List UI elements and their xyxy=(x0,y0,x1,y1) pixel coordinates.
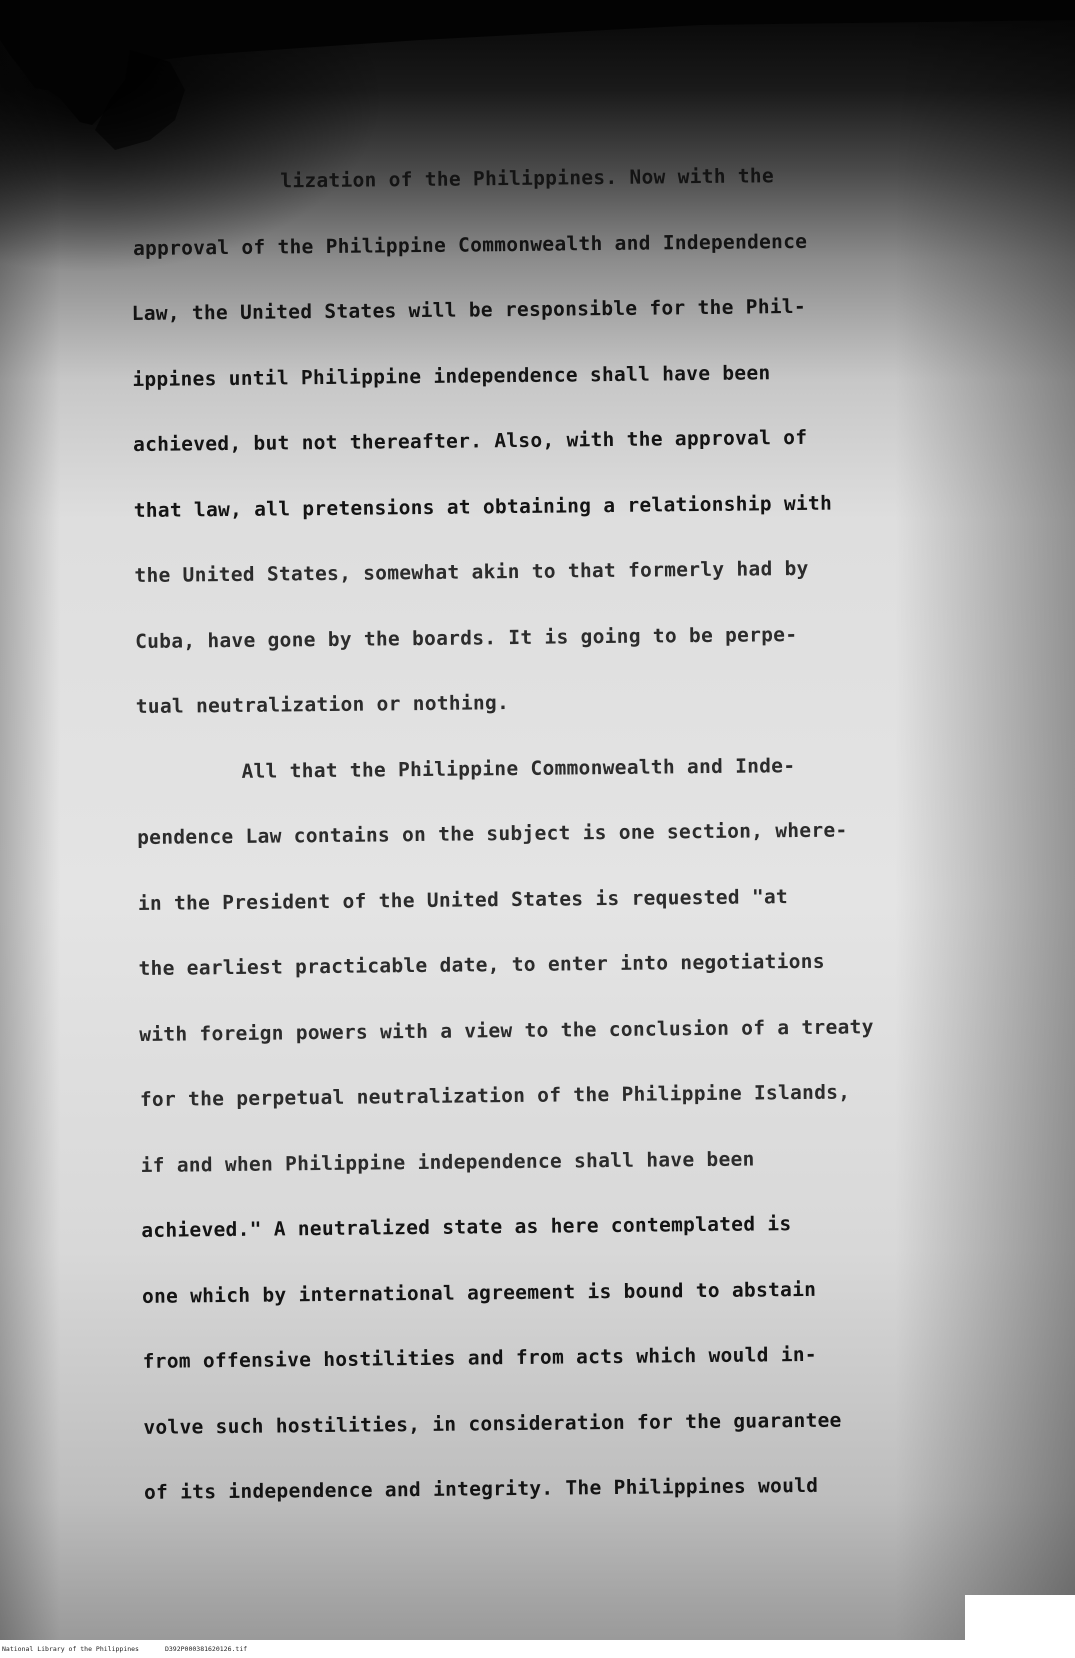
footer-file-id: D392P000381620126.tif xyxy=(164,1645,248,1653)
text-line: in the President of the United States is requested "at xyxy=(137,884,789,915)
text-line: ippines until Philippine independence shall have been xyxy=(132,360,771,391)
text-line: that law, all pretensions at obtaining a relationship with xyxy=(133,491,833,522)
text-line: Cuba, have gone by the boards. It is going to be perpe- xyxy=(135,622,798,653)
typed-text-body xyxy=(130,141,1024,1526)
text-line: for the perpetual neutralization of the Philippine Islands, xyxy=(139,1080,851,1111)
text-line: volve such hostilities, in consideration for the guarantee xyxy=(143,1408,842,1439)
text-line: from offensive hostilities and from acts which would in- xyxy=(142,1342,818,1373)
torn-page-edge xyxy=(0,0,1075,150)
text-line: achieved." A neutralized state as here contemplated is xyxy=(141,1212,792,1242)
text-line: Law, the United States will be responsible for the Phil- xyxy=(131,294,807,325)
text-line: of its independence and integrity. The Philippines would xyxy=(143,1473,819,1504)
text-line: achieved, but not thereafter. Also, with the approval of xyxy=(132,425,808,456)
text-line: lization of the Philippines. Now with the xyxy=(280,164,775,193)
text-line: one which by international agreement is bound to abstain xyxy=(141,1277,817,1308)
white-corner-patch xyxy=(965,1595,1075,1643)
text-line: the earliest practicable date, to enter into negotiations xyxy=(138,949,825,980)
text-line: if and when Philippine independence shall have been xyxy=(140,1147,755,1177)
footer-strip xyxy=(0,1640,1075,1658)
text-line: the United States, somewhat akin to that formerly had by xyxy=(134,556,809,587)
paragraph-start-line: All that the Philippine Commonwealth and Inde- xyxy=(241,753,796,783)
text-line: approval of the Philippine Commonwealth and Independence xyxy=(132,229,808,260)
text-line: pendence Law contains on the subject is one section, where- xyxy=(137,818,848,849)
text-line: tual neutralization or nothing. xyxy=(135,691,510,718)
footer-source: National Library of the Philippines xyxy=(2,1645,139,1653)
text-line: with foreign powers with a view to the conclusion of a treaty xyxy=(139,1014,874,1046)
footer-caption xyxy=(2,1645,273,1653)
